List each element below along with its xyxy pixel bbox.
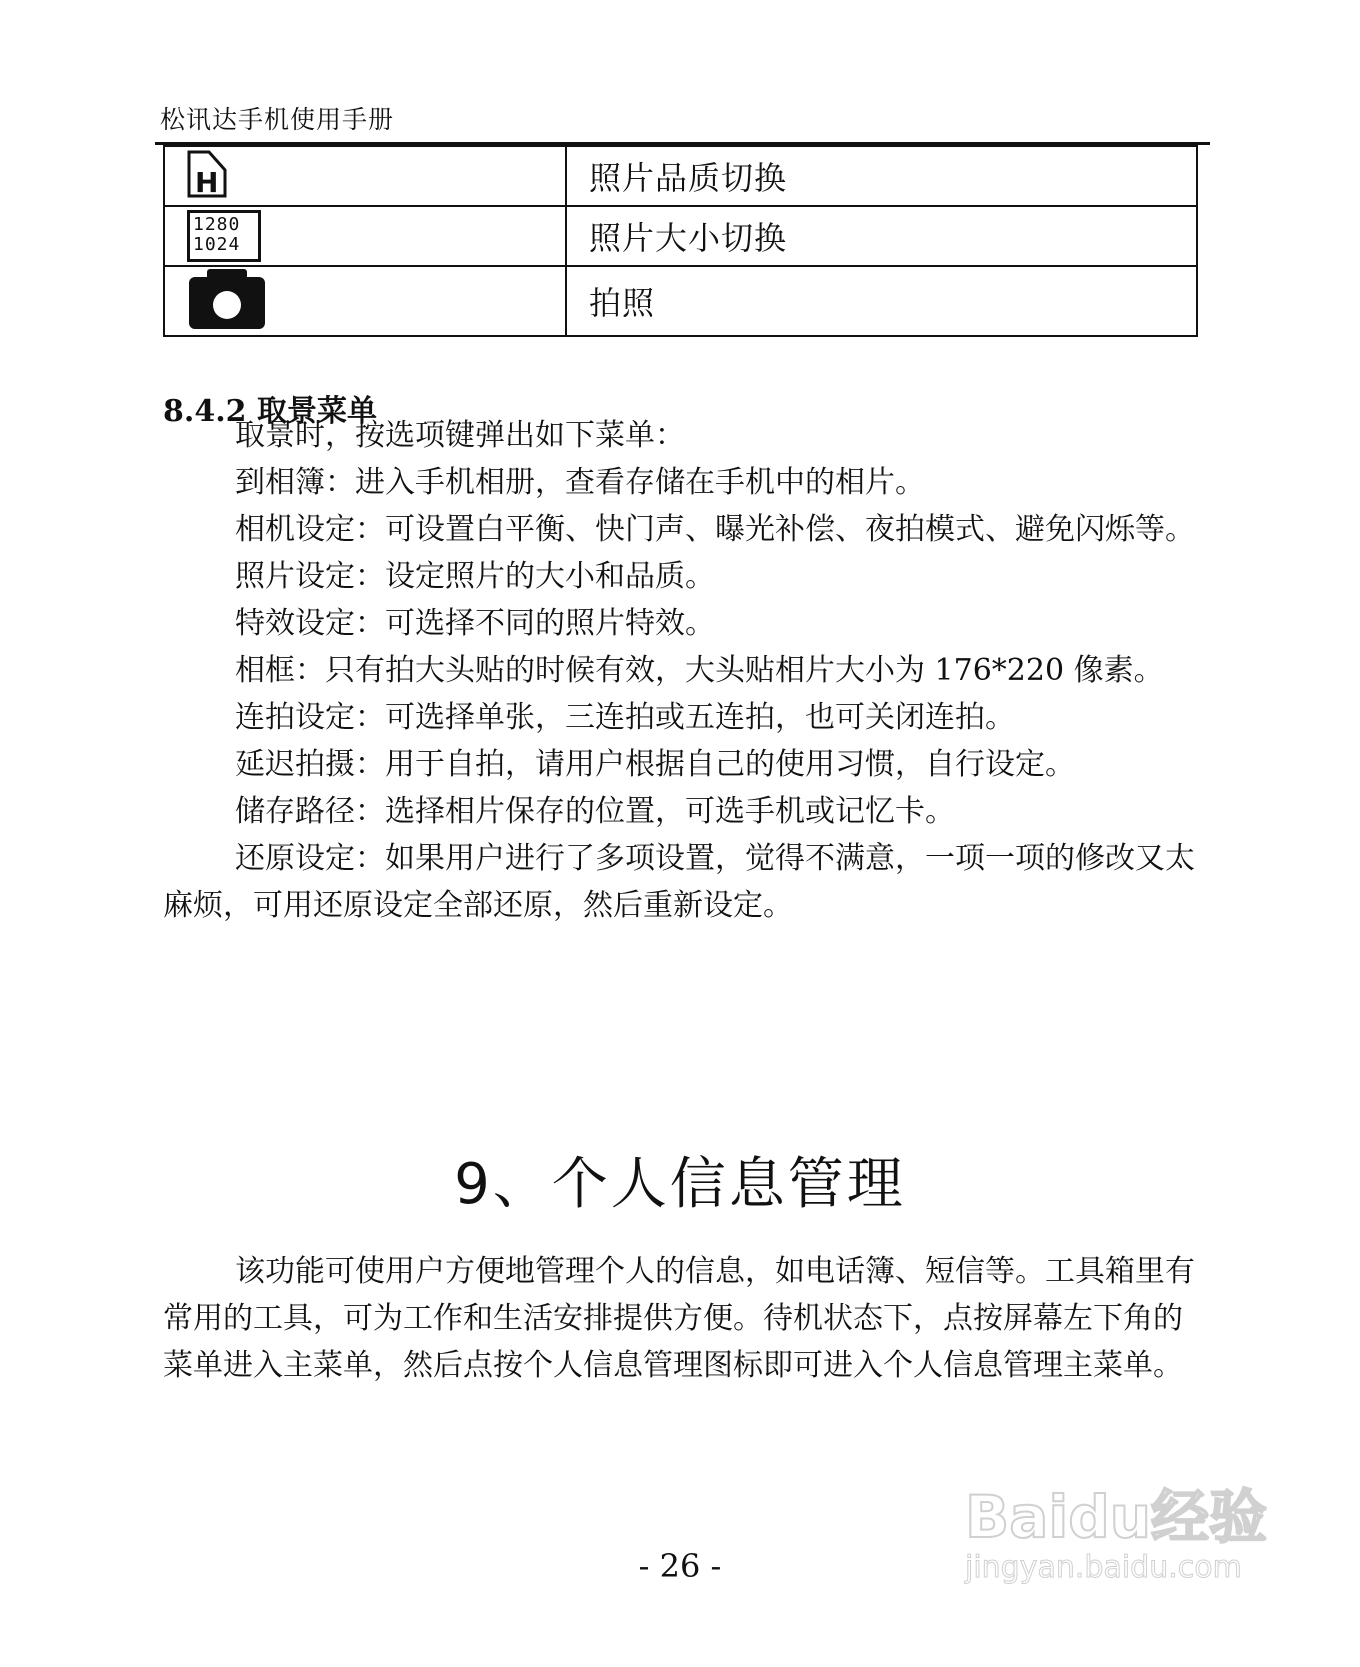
icon-label: 拍照 xyxy=(566,266,1197,336)
paragraph: 该功能可使用户方便地管理个人的信息，如电话簿、短信等。工具箱里有常用的工具，可为工作和生活安排提供方便。待机状态下，点按屏幕左下角的菜单进入主菜单，然后点按个人信息管理图标即可进入个人信息管理主菜单。 xyxy=(163,1254,1195,1383)
camera-icon xyxy=(187,267,267,331)
section-heading: 8.4.2 取景菜单 xyxy=(163,394,377,429)
paragraph: 连拍设定：可选择单张，三连拍或五连拍，也可关闭连拍。 xyxy=(235,700,1015,735)
paragraph: 延迟拍摄：用于自拍，请用户根据自己的使用习惯，自行设定。 xyxy=(235,747,1075,782)
svg-text:H: H xyxy=(195,166,219,198)
paragraph: 相机设定：可设置白平衡、快门声、曝光补偿、夜拍模式、避免闪烁等。 xyxy=(235,512,1195,547)
section-842-body xyxy=(163,412,1198,929)
watermark-url: jingyan.baidu.com xyxy=(965,1550,1242,1585)
paragraph: 取景时，按选项键弹出如下菜单： xyxy=(235,418,685,453)
watermark-brand: Baidu经验 xyxy=(965,1483,1268,1551)
photo-quality-h-icon xyxy=(187,150,227,198)
paragraph: 还原设定：如果用户进行了多项设置，觉得不满意，一项一项的修改又太麻烦，可用还原设定全部还原，然后重新设定。 xyxy=(163,841,1195,923)
table-row xyxy=(164,206,1197,266)
icon-label: 照片品质切换 xyxy=(566,146,1197,206)
document-header: 松讯达手机使用手册 xyxy=(160,105,395,134)
paragraph: 照片设定：设定照片的大小和品质。 xyxy=(235,559,715,594)
chapter-body xyxy=(163,1248,1198,1389)
paragraph: 特效设定：可选择不同的照片特效。 xyxy=(235,606,715,641)
page-number: - 26 - xyxy=(638,1547,722,1585)
paragraph: 相框：只有拍大头贴的时候有效，大头贴相片大小为 176*220 像素。 xyxy=(235,653,1164,688)
table-row xyxy=(164,146,1197,206)
photo-size-icon: 1280 1024 xyxy=(187,210,261,262)
chapter-title: 9、个人信息管理 xyxy=(454,1152,906,1217)
icon-table xyxy=(163,145,1198,337)
paragraph: 储存路径：选择相片保存的位置，可选手机或记忆卡。 xyxy=(235,794,955,829)
icon-label: 照片大小切换 xyxy=(566,206,1197,266)
table-row xyxy=(164,266,1197,336)
paragraph: 到相簿：进入手机相册，查看存储在手机中的相片。 xyxy=(235,465,925,500)
